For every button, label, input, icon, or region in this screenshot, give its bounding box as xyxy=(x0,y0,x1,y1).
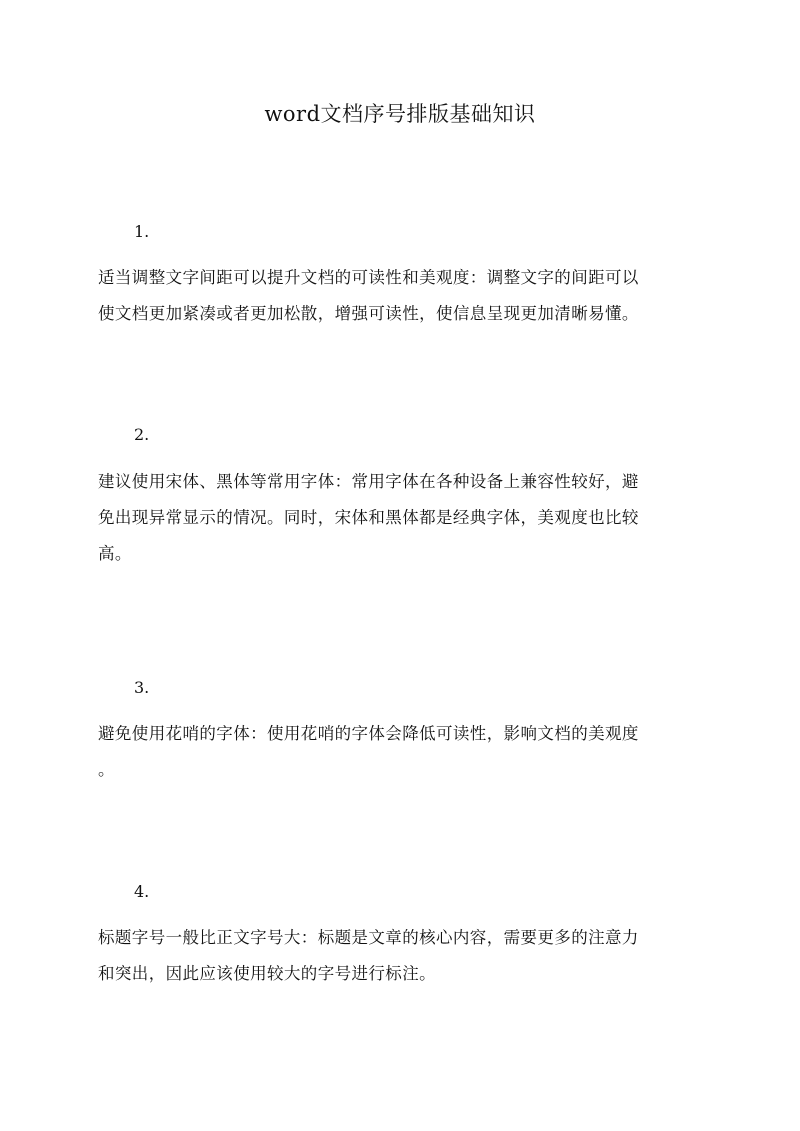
paragraph-line: 使文档更加紧凑或者更加松散，增强可读性，使信息呈现更加清晰易懂。 xyxy=(98,304,639,323)
list-paragraph xyxy=(98,920,704,992)
list-number: 4. xyxy=(134,882,150,901)
paragraph-line: 免出现异常显示的情况。同时，宋体和黑体都是经典字体，美观度也比较 xyxy=(98,508,639,527)
list-paragraph xyxy=(98,464,704,572)
list-paragraph xyxy=(98,260,704,332)
paragraph-line: 避免使用花哨的字体：使用花哨的字体会降低可读性，影响文档的美观度 xyxy=(98,724,639,743)
paragraph-line: 适当调整文字间距可以提升文档的可读性和美观度：调整文字的间距可以 xyxy=(98,268,639,287)
paragraph-line: 高。 xyxy=(98,544,132,563)
list-number: 2. xyxy=(134,425,150,444)
list-number: 1. xyxy=(134,222,150,241)
paragraph-line: 和突出，因此应该使用较大的字号进行标注。 xyxy=(98,964,436,983)
paragraph-line: 建议使用宋体、黑体等常用字体：常用字体在各种设备上兼容性较好，避 xyxy=(98,472,639,491)
document-title: word文档序号排版基础知识 xyxy=(264,102,536,126)
list-number: 3. xyxy=(134,678,150,697)
paragraph-line: 。 xyxy=(98,760,115,779)
paragraph-line: 标题字号一般比正文字号大：标题是文章的核心内容，需要更多的注意力 xyxy=(98,928,639,947)
list-paragraph xyxy=(98,716,704,788)
